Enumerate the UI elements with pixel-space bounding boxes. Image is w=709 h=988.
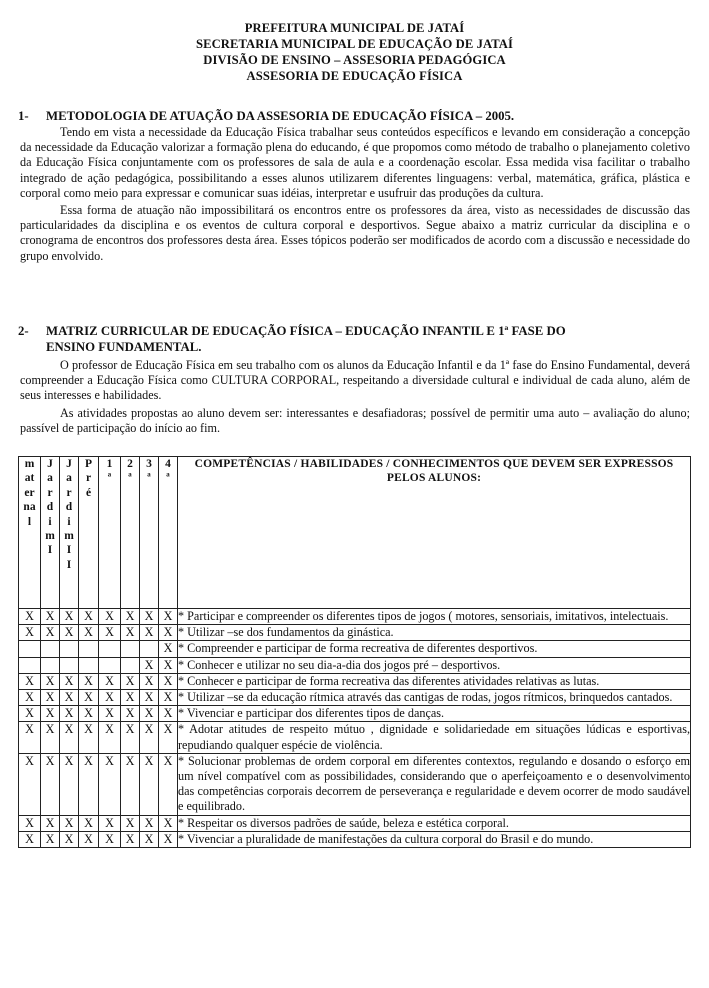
grade-mark-cell (19, 641, 41, 657)
table-header-row (19, 457, 691, 609)
section-2-number: 2- (18, 324, 29, 338)
grade-mark-cell: X (121, 625, 140, 641)
column-header-char: a (47, 472, 53, 485)
column-header-char: P (84, 458, 93, 470)
competencias-header: COMPETÊNCIAS / HABILIDADES / CONHECIMENTOS QUE DEVEM SER EXPRESSOS PELOS ALUNOS: (178, 457, 691, 609)
competency-text-cell: * Utilizar –se dos fundamentos da ginástica. (178, 625, 691, 641)
grade-mark-cell: X (159, 609, 178, 625)
grade-mark-cell: X (41, 722, 60, 753)
competency-text-cell: * Solucionar problemas de ordem corporal em diferentes contextos, regulando e dosando o esforço em um nível compatível com as possibilidades, considerando que o aperfeiçoamento e o desenvolvimento das competências corporais decorrem de perseverança e regularidade e devem ocorrer de modo saudável e equilibrado. (178, 753, 690, 814)
grade-mark-cell: X (19, 831, 41, 847)
section-1-heading: METODOLOGIA DE ATUAÇÃO DA ASSESORIA DE EDUCAÇÃO FÍSICA – 2005. (46, 109, 515, 123)
section-1-number: 1- (18, 109, 29, 123)
column-header-char: i (67, 515, 71, 528)
grade-mark-cell: X (159, 625, 178, 641)
grade-mark-cell (19, 657, 41, 673)
column-header-char: I (47, 544, 53, 557)
grade-mark-cell: X (140, 722, 159, 753)
column-header-char: 2 (127, 458, 133, 470)
grade-mark-cell: X (121, 831, 140, 847)
column-header-maternal (19, 457, 41, 609)
grade-mark-cell: X (19, 690, 41, 706)
grade-mark-cell: X (79, 625, 99, 641)
grade-mark-cell: X (99, 673, 121, 689)
grade-mark-cell: X (140, 831, 159, 847)
column-header-4a (159, 457, 178, 609)
column-header-char: 1 (106, 458, 113, 470)
grade-mark-cell: X (121, 722, 140, 753)
grade-mark-cell (41, 641, 60, 657)
table-row (19, 722, 691, 753)
competency-text-cell: * Vivenciar a pluralidade de manifestações da cultura corporal do Brasil e do mundo. (178, 831, 691, 847)
grade-mark-cell: X (19, 706, 41, 722)
section-1-body (20, 125, 690, 264)
grade-mark-cell: X (41, 625, 60, 641)
grade-mark-cell (99, 641, 121, 657)
grade-mark-cell: X (79, 673, 99, 689)
column-header-char: r (85, 472, 92, 485)
grade-mark-cell: X (159, 673, 178, 689)
section-2-heading-line-1: MATRIZ CURRICULAR DE EDUCAÇÃO FÍSICA – EDUCAÇÃO INFANTIL E 1ª FASE DO (46, 324, 566, 338)
column-header-char: ª (128, 472, 132, 485)
column-header-char: ª (147, 472, 151, 485)
grade-mark-cell (60, 657, 79, 673)
column-header-jardim-1 (41, 457, 60, 609)
grade-mark-cell: X (60, 722, 79, 753)
section-2-body (20, 358, 690, 436)
column-header-1a (99, 457, 121, 609)
table-row (19, 831, 691, 847)
column-header-char: r (66, 486, 72, 499)
column-header-char: r (47, 486, 53, 499)
section-2-heading-line-2: ENSINO FUNDAMENTAL. (46, 340, 202, 354)
column-header-2a (121, 457, 140, 609)
grade-mark-cell (79, 657, 99, 673)
grade-mark-cell: X (99, 815, 121, 831)
grade-mark-cell: X (60, 609, 79, 625)
grade-mark-cell: X (159, 657, 178, 673)
grade-mark-cell: X (99, 690, 121, 706)
table-row (19, 815, 691, 831)
grade-mark-cell: X (121, 706, 140, 722)
document-header (0, 20, 709, 84)
grade-mark-cell: X (159, 831, 178, 847)
grade-mark-cell: X (19, 625, 41, 641)
column-header-char: na (23, 501, 36, 514)
grade-mark-cell: X (19, 815, 41, 831)
grade-mark-cell: X (79, 831, 99, 847)
header-line-4: ASSESORIA DE EDUCAÇÃO FÍSICA (246, 69, 463, 83)
column-header-char: ª (107, 472, 112, 485)
grade-mark-cell: X (41, 753, 60, 815)
table-row (19, 673, 691, 689)
grade-mark-cell: X (19, 609, 41, 625)
grade-mark-cell: X (41, 706, 60, 722)
grade-mark-cell: X (121, 609, 140, 625)
grade-mark-cell: X (60, 625, 79, 641)
grade-mark-cell: X (121, 815, 140, 831)
grade-mark-cell: X (99, 706, 121, 722)
grade-mark-cell: X (19, 673, 41, 689)
grade-mark-cell: X (140, 815, 159, 831)
column-header-char: m (64, 530, 74, 543)
grade-mark-cell: X (19, 753, 41, 815)
column-header-char: at (24, 472, 35, 485)
table-body (19, 609, 691, 848)
header-line-3: DIVISÃO DE ENSINO – ASSESORIA PEDAGÓGICA (203, 53, 506, 67)
grade-mark-cell (60, 641, 79, 657)
grade-mark-cell: X (99, 722, 121, 753)
table-row (19, 690, 691, 706)
grade-mark-cell: X (159, 706, 178, 722)
grade-mark-cell (79, 641, 99, 657)
grade-mark-cell: X (41, 690, 60, 706)
section-2-title (18, 323, 698, 355)
column-header-char: 4 (165, 458, 171, 470)
grade-mark-cell (121, 657, 140, 673)
grade-mark-cell: X (140, 657, 159, 673)
curriculum-matrix-table (18, 456, 691, 848)
grade-mark-cell: X (159, 722, 178, 753)
grade-mark-cell: X (79, 706, 99, 722)
grade-mark-cell: X (99, 609, 121, 625)
grade-mark-cell: X (99, 753, 121, 815)
column-header-char: m (45, 530, 55, 543)
grade-mark-cell: X (99, 831, 121, 847)
competency-text-cell: * Respeitar os diversos padrões de saúde, beleza e estética corporal. (178, 815, 691, 831)
section-1-title (18, 108, 698, 124)
grade-mark-cell: X (79, 609, 99, 625)
column-header-char: a (66, 472, 72, 485)
column-header-char: I (66, 558, 72, 571)
grade-mark-cell: X (159, 753, 178, 815)
grade-mark-cell: X (121, 753, 140, 815)
column-header-jardim-2 (60, 457, 79, 609)
grade-mark-cell: X (41, 815, 60, 831)
grade-mark-cell: X (60, 706, 79, 722)
column-header-char: m (24, 458, 35, 470)
table-row (19, 753, 691, 815)
column-header-char: 3 (146, 458, 152, 470)
grade-mark-cell: X (60, 753, 79, 815)
competency-text-cell: * Vivenciar e participar dos diferentes tipos de danças. (178, 706, 691, 722)
table-row (19, 641, 691, 657)
competency-text-cell: * Conhecer e participar de forma recreativa das diferentes atividades relativas as lutas. (178, 673, 691, 689)
grade-mark-cell: X (79, 815, 99, 831)
header-line-2: SECRETARIA MUNICIPAL DE EDUCAÇÃO DE JATAÍ (196, 37, 513, 51)
grade-mark-cell: X (60, 690, 79, 706)
grade-mark-cell: X (99, 625, 121, 641)
column-header-char: er (24, 486, 35, 499)
column-header-char: d (46, 501, 54, 514)
grade-mark-cell: X (140, 673, 159, 689)
grade-mark-cell: X (19, 722, 41, 753)
table-row (19, 609, 691, 625)
grade-mark-cell: X (159, 815, 178, 831)
grade-mark-cell: X (140, 690, 159, 706)
grade-mark-cell: X (140, 609, 159, 625)
grade-mark-cell: X (79, 690, 99, 706)
column-header-char: l (27, 515, 32, 528)
section-1-paragraph-1: Tendo em vista a necessidade da Educação Física trabalhar seus conteúdos específicos e levando em consideração a concepção da necessidade da Educação valorizar a formação plena do educando, é que propomos como método de trabalho o planejamento coletivo da Educação Física conjuntamente com os professores de sala de aula e a coordenação escolar. Essa medida visa facilitar o trabalho integrado de ação pedagógica, possibilitando a esses alunos utilizarem diferentes linguagens: verbal, matemática, gráfica, plástica e corporal como meio para expressar e comunicar suas idéias, interpretar e usufruir das produções da cultura. (20, 125, 690, 200)
column-header-char: é (85, 486, 92, 499)
grade-mark-cell (140, 641, 159, 657)
grade-mark-cell: X (79, 722, 99, 753)
grade-mark-cell (121, 641, 140, 657)
column-header-char: J (66, 458, 72, 470)
column-header-char: i (48, 515, 52, 528)
competency-text-cell: * Adotar atitudes de respeito mútuo , dignidade e solidariedade em situações lúdicas e esportivas, repudiando qualquer espécie de violência. (178, 722, 690, 752)
grade-mark-cell: X (159, 641, 178, 657)
grade-mark-cell (41, 657, 60, 673)
section-1-paragraph-2: Essa forma de atuação não impossibilitará os encontros entre os professores da área, visto as necessidades de discussão das particularidades da disciplina e os eventos de cultura corporal e desportivos. Segue abaixo a matriz curricular da disciplina e o cronograma de encontros dos professores desta área. Esses tópicos poderão ser modificados de acordo com a discussão e necessidade do grupo envolvido. (20, 203, 690, 263)
table-row (19, 706, 691, 722)
grade-mark-cell: X (41, 831, 60, 847)
grade-mark-cell: X (60, 673, 79, 689)
column-header-pre (79, 457, 99, 609)
grade-mark-cell: X (140, 625, 159, 641)
competency-text-cell: * Compreender e participar de forma recreativa de diferentes desportivos. (178, 641, 691, 657)
column-header-char: I (66, 544, 72, 557)
grade-mark-cell: X (60, 831, 79, 847)
section-2-paragraph-2: As atividades propostas ao aluno devem ser: interessantes e desafiadoras; possível de permitir uma auto – avaliação do aluno; passível de participação do início ao fim. (20, 405, 690, 435)
grade-mark-cell: X (159, 690, 178, 706)
grade-mark-cell: X (121, 690, 140, 706)
table-row (19, 625, 691, 641)
column-header-char: J (47, 458, 53, 470)
table-row (19, 657, 691, 673)
section-2-paragraph-1: O professor de Educação Física em seu trabalho com os alunos da Educação Infantil e da 1ª fase do Ensino Fundamental, deverá compreender a Educação Física como CULTURA CORPORAL, respeitando a diversidade cultural e individual de cada aluno, além de seus interesses e habilidades. (20, 358, 690, 403)
grade-mark-cell: X (60, 815, 79, 831)
grade-mark-cell: X (140, 753, 159, 815)
grade-mark-cell (99, 657, 121, 673)
column-header-3a (140, 457, 159, 609)
competency-text-cell: * Utilizar –se da educação rítmica através das cantigas de rodas, jogos rítmicos, brinquedos cantados. (178, 690, 691, 706)
grade-mark-cell: X (121, 673, 140, 689)
column-header-char: d (65, 501, 73, 514)
column-header-char: ª (166, 472, 170, 485)
competency-text-cell: * Conhecer e utilizar no seu dia-a-dia dos jogos pré – desportivos. (178, 657, 691, 673)
grade-mark-cell: X (79, 753, 99, 815)
grade-mark-cell: X (41, 673, 60, 689)
grade-mark-cell: X (140, 706, 159, 722)
header-line-1: PREFEITURA MUNICIPAL DE JATAÍ (244, 21, 465, 35)
competency-text-cell: * Participar e compreender os diferentes tipos de jogos ( motores, sensoriais, imitativos, intelectuais. (178, 609, 691, 625)
grade-mark-cell: X (41, 609, 60, 625)
